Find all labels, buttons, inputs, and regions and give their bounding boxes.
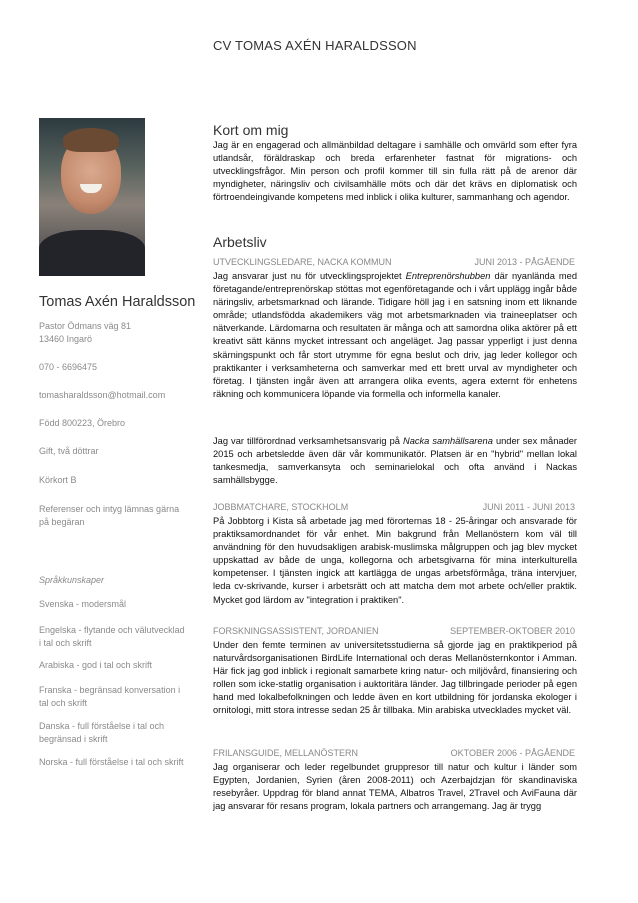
birth-info: Född 800223, Örebro [39, 418, 126, 428]
email-address: tomasharaldsson@hotmail.com [39, 390, 166, 400]
language-item: Engelska - flytande och välutvecklad i tal och skrift [39, 625, 185, 648]
job-title: FORSKNINGSASSISTENT, JORDANIEN [213, 626, 379, 636]
license-info: Körkort B [39, 475, 77, 485]
job-period: SEPTEMBER-OKTOBER 2010 [450, 626, 575, 636]
job-description: Under den femte terminen av universitetsstudierna så gjorde jag en praktikperiod på naturvårdsorganisationen BirdLife International och deras Mellanösternkontor i Amman. Här fick jag god inblick i regionalt samarbete kring natur- och miljövård, finansiering och rollen som icke-statlig organisation i auktoritära länder. Jag tillbringade perioder på egen hand med lokalbefolkningen och ledde även en kort utbildning för jordanska ekologer i ornitologi, mitt stora intresse sedan 25 år tillbaka. Min arabiska utvecklades mycket väl. [213, 640, 577, 716]
job-period: JUNI 2013 - PÅGÅENDE [474, 257, 575, 267]
phone-number: 070 - 6696475 [39, 362, 98, 372]
job-header [213, 626, 577, 636]
work-heading: Arbetsliv [213, 234, 267, 250]
about-text: Jag är en engagerad och allmänbildad deltagare i samhälle och omvärld som efter fyra utlandsår, föräldraskap och breda erfarenheter fastnat för migrations- och utvecklingsfrågor. Min person och profil kommer till sin fulla rätt på de arenor där myndigheter, näringsliv och civilsamhälle möts och där det krävs en diplomatisk och förtroendeingivande kompetens med inblick i olika kulturer, sammanhang och agendor. [213, 140, 577, 203]
references-note: Referenser och intyg lämnas gärna på begäran [39, 504, 180, 527]
language-item: Arabiska - god i tal och skrift [39, 660, 153, 670]
page-title: CV TOMAS AXÉN HARALDSSON [213, 38, 417, 53]
address: Pastor Ödmans väg 81 13460 Ingarö [39, 321, 132, 344]
language-item: Svenska - modersmål [39, 599, 127, 609]
family-info: Gift, två döttrar [39, 446, 99, 456]
job-description: Jag organiserar och leder regelbundet gruppresor till natur och kultur i länder som Egypten, Jordanien, Syrien (åren 2008-2011) och Azerbajdzjan för skandinaviska resebyråer. Uppdrag för bland annat TEMA, Albatros Travel, 2Travel och AviFauna där jag ansvarar för resans program, lokala partners och arrangemang. Jag är trygg [213, 762, 577, 812]
job-header [213, 257, 577, 267]
job-title: FRILANSGUIDE, MELLANÖSTERN [213, 748, 359, 758]
job-period: JUNI 2011 - JUNI 2013 [482, 502, 575, 512]
job-header [213, 502, 577, 512]
job-description: Jag var tillförordnad verksamhetsansvarig på Nacka samhällsarena under sex månader 2015 och arbetsledde även där vår kommunikatör. Platsen är en "hybrid" mellan lokal tankesmedja, samverkansyta och seminarielokal och ofta använd i Nackas samhällsbygge. [213, 436, 578, 486]
job-header [213, 748, 577, 758]
job-title: UTVECKLINGSLEDARE, NACKA KOMMUN [213, 257, 392, 267]
languages-heading: Språkkunskaper [39, 575, 105, 585]
job-description: På Jobbtorg i Kista så arbetade jag med förorternas 18 - 25-åringar och ansvarade för praktiksamordnandet för vår enhet. Min bakgrund från Mellanöstern kom väl till användning för den huvudsakligen arabisk-muslimska målgruppen och jag blev mycket uppskattad av både de unga, kollegorna och arbetsgivarna för mina interkulturella kompetenser. I tjänsten ingick att kartlägga de ungas arbetsförmåga, träna intervjuer, leda cv-skrivande, kurser i arbetsrätt och att matcha dem mot arbete och/eller praktik. Mycket god lärdom av "integration i praktiken". [213, 516, 577, 605]
profile-photo [39, 118, 145, 276]
language-item: Franska - begränsad konversation i tal och skrift [39, 685, 181, 708]
language-item: Danska - full förståelse i tal och begränsad i skrift [39, 721, 165, 744]
language-item: Norska - full förståelse i tal och skrift [39, 757, 184, 767]
job-period: OKTOBER 2006 - PÅGÅENDE [450, 748, 575, 758]
candidate-name: Tomas Axén Haraldsson [39, 294, 196, 310]
job-description: Jag ansvarar just nu för utvecklingsprojektet Entreprenörshubben där nyanlända med företagande/entreprenörskap stöttas mot egenföretagande och i vårt upplägg ingår både näringsliv, arbetsmarknad och lärande. Tidigare höll jag i en satsning inom ett liknande område; utlandsfödda akademikers väg mot arbetsmarknaden via traineeplatser och nätverkande. Lärdomarna och resultaten är många och att samordna olika aktörer på ett kreativt sätt känns mycket intressant och angeläget. Jag passar ypperligt i just denna skärningspunkt och får stort utrymme för egna beslut och driv, jag leder kollegor och praktikanter i verksamheterna och samverkar med ett brett urval av myndigheter och företag. I tjänsten ingår även att arrangera olika events, agera externt för enhetens räkning och kommunicera löpande via formella och informella kanaler. [213, 271, 577, 399]
job-title: JOBBMATCHARE, STOCKHOLM [213, 502, 349, 512]
about-heading: Kort om mig [213, 122, 289, 138]
